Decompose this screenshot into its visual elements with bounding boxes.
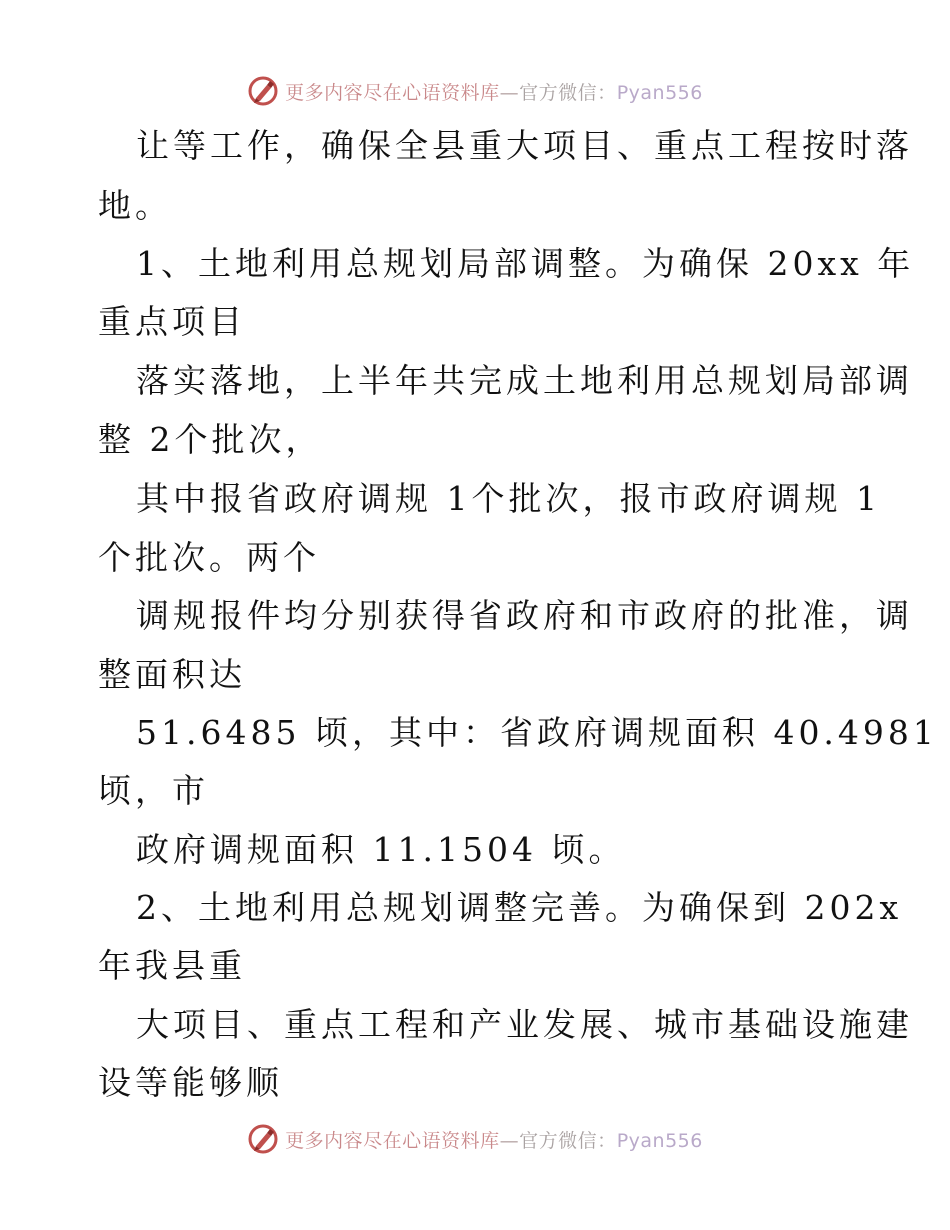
- text-line: 其中报省政府调规 1个批次，报市政府调规 1: [136, 479, 881, 518]
- text-line: 设等能够顺: [98, 1063, 283, 1102]
- watermark-dash: —: [499, 81, 520, 104]
- text-line: 个批次。两个: [98, 538, 320, 577]
- watermark-site-text: 更多内容尽在心语资料库: [285, 1129, 500, 1152]
- watermark-text: [285, 1126, 703, 1153]
- watermark-official-label: 官方微信：: [519, 1129, 617, 1152]
- watermark-site-text: 更多内容尽在心语资料库: [285, 81, 500, 104]
- text-line: 1、土地利用总规划局部调整。为确保 20xx 年: [136, 244, 915, 283]
- text-line: 51.6485 顷，其中：省政府调规面积 40.4981: [136, 713, 938, 752]
- text-line: 年我县重: [98, 946, 246, 985]
- text-line: 整 2个批次，: [98, 420, 323, 459]
- text-line: 落实落地，上半年共完成土地利用总规划局部调: [136, 361, 913, 400]
- text-line: 大项目、重点工程和产业发展、城市基础设施建: [136, 1005, 913, 1044]
- text-line: 政府调规面积 11.1504 顷。: [136, 830, 626, 869]
- text-line: 让等工作，确保全县重大项目、重点工程按时落: [136, 126, 913, 165]
- text-line: 顷，市: [98, 771, 209, 810]
- watermark-official-label: 官方微信：: [519, 81, 617, 104]
- footer-watermark: [0, 1122, 950, 1156]
- text-line: 地。: [98, 186, 172, 225]
- text-line: 整面积达: [98, 655, 246, 694]
- watermark-dash: —: [499, 1129, 520, 1152]
- pen-logo-icon: [247, 75, 279, 107]
- watermark-handle: Pyan556: [616, 1129, 703, 1152]
- watermark-handle: Pyan556: [616, 81, 703, 104]
- text-line: 重点项目: [98, 302, 246, 341]
- text-line: 调规报件均分别获得省政府和市政府的批准，调: [136, 596, 913, 635]
- pen-logo-icon: [247, 1123, 279, 1155]
- text-line: 2、土地利用总规划调整完善。为确保到 202x: [136, 888, 903, 927]
- watermark-text: [285, 78, 703, 105]
- header-watermark: [0, 74, 950, 108]
